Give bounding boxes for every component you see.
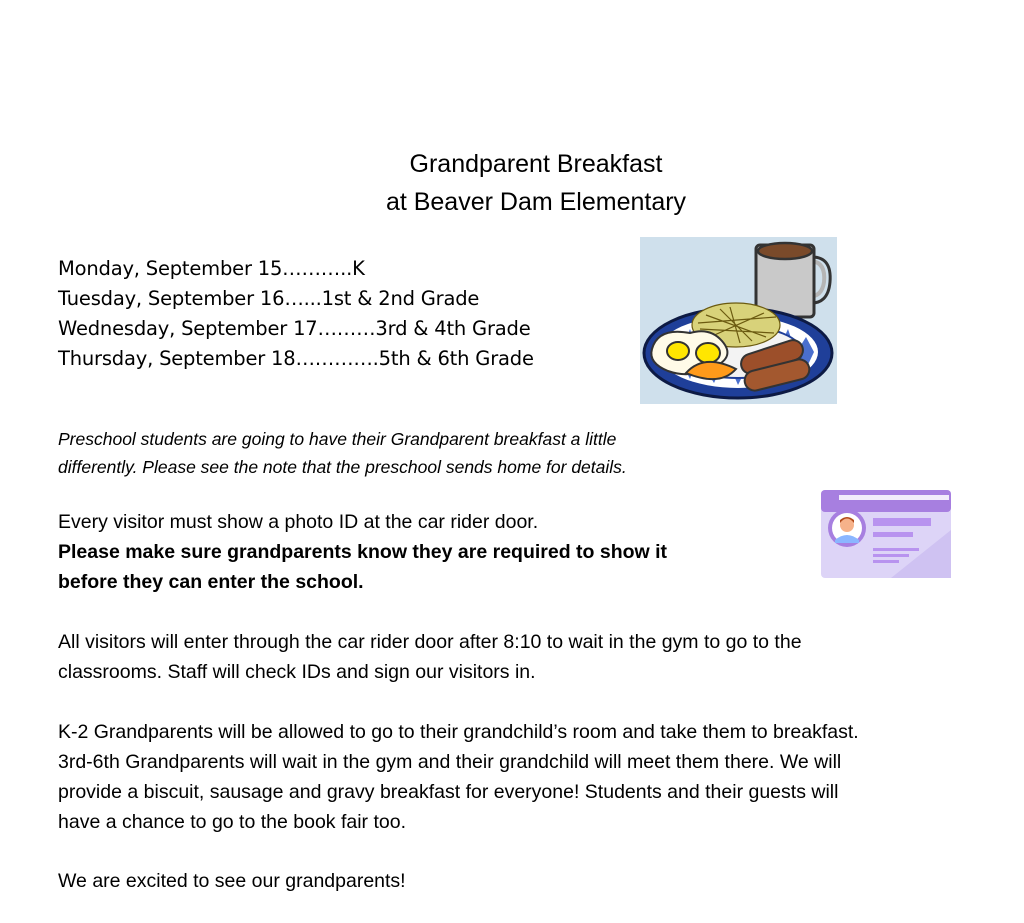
schedule-list (58, 254, 534, 374)
entry-instructions (58, 627, 978, 687)
grandparent-line-2: 3rd-6th Grandparents will wait in the gym and their grandchild will meet them there. We will (58, 751, 842, 773)
grandparent-line-3: provide a biscuit, sausage and gravy breakfast for everyone! Students and their guests will (58, 781, 839, 803)
title-line-2: at Beaver Dam Elementary (385, 188, 687, 216)
schedule-item-wednesday: Wednesday, September 17………3rd & 4th Grade (58, 317, 531, 340)
schedule-item-thursday: Thursday, September 18………….5th & 6th Grade (58, 347, 534, 370)
preschool-note-line-2: differently. Please see the note that the preschool sends home for details. (58, 457, 627, 477)
grandparent-line-1: K-2 Grandparents will be allowed to go to their grandchild’s room and take them to breakfast. (58, 721, 859, 743)
closing-message: We are excited to see our grandparents! (58, 870, 406, 892)
title-line-1: Grandparent Breakfast (409, 150, 663, 178)
breakfast-plate-icon (640, 237, 837, 404)
preschool-note-line-1: Preschool students are going to have their Grandparent breakfast a little (58, 429, 617, 449)
visitor-bold-line-1: Please make sure grandparents know they are required to show it (58, 541, 668, 563)
entry-line-1: All visitors will enter through the car rider door after 8:10 to wait in the gym to go to the (58, 631, 802, 653)
preschool-note (58, 425, 778, 481)
grandparent-line-4: have a chance to go to the book fair too. (58, 811, 406, 833)
schedule-item-monday: Monday, September 15………..K (58, 257, 365, 280)
visitor-notice (58, 507, 798, 597)
schedule-item-tuesday: Tuesday, September 16…...1st & 2nd Grade (58, 287, 480, 310)
photo-id-card-icon (821, 490, 951, 578)
grandparent-instructions (58, 717, 998, 837)
visitor-id-requirement: Every visitor must show a photo ID at the car rider door. (58, 511, 539, 533)
entry-line-2: classrooms. Staff will check IDs and sign our visitors in. (58, 661, 536, 683)
visitor-bold-line-2: before they can enter the school. (58, 571, 364, 593)
